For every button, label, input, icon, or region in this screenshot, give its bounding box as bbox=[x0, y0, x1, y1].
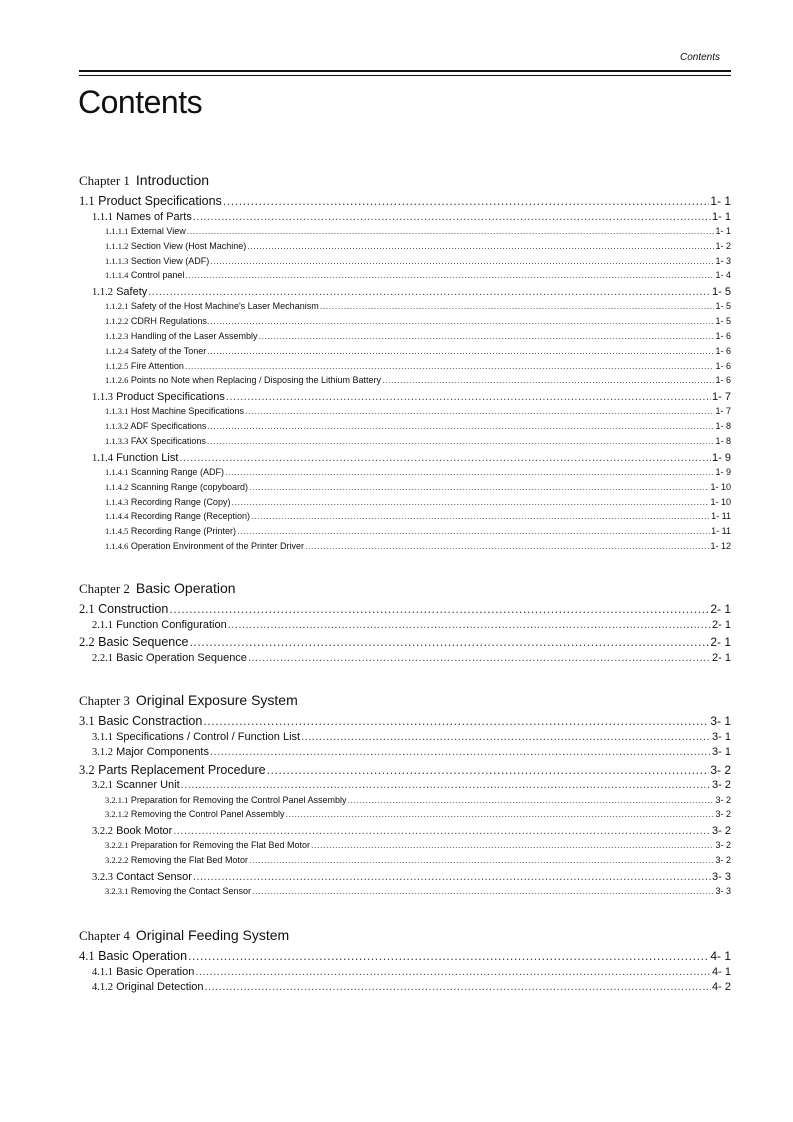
toc-entry-label: Specifications / Control / Function List bbox=[116, 730, 301, 743]
toc-entry-label: Function List bbox=[116, 451, 179, 464]
chapter-heading bbox=[79, 172, 209, 189]
toc-entry-title bbox=[92, 652, 247, 664]
leader-dots bbox=[382, 375, 714, 385]
chapter-title: Basic Operation bbox=[135, 580, 236, 596]
toc-entry[interactable] bbox=[79, 482, 731, 492]
toc-entry-title bbox=[79, 714, 202, 729]
toc-entry-number: 2.2 bbox=[79, 635, 95, 649]
toc-entry-number: 1.1.1.1 bbox=[105, 226, 129, 236]
toc-entry-label: Scanning Range (ADF) bbox=[130, 467, 224, 477]
toc-entry-page: 1- 6 bbox=[715, 360, 731, 371]
toc-entry-title bbox=[79, 949, 187, 964]
toc-entry-number: 1.1.1.3 bbox=[105, 255, 129, 266]
toc-entry-title bbox=[105, 226, 186, 236]
toc-entry-label: Points no Note when Replacing / Disposing the Lithium Battery bbox=[130, 375, 382, 386]
toc-entry-number: 1.1.3.3 bbox=[105, 436, 129, 446]
toc-entry[interactable] bbox=[79, 421, 731, 431]
toc-entry-number: 1.1.1.4 bbox=[105, 270, 129, 281]
toc-entry-number: 1.1.4.6 bbox=[105, 541, 129, 551]
leader-dots bbox=[181, 779, 711, 791]
toc-entry-number: 1.1.2.2 bbox=[105, 316, 129, 327]
toc-entry[interactable] bbox=[79, 511, 731, 521]
toc-entry[interactable] bbox=[79, 795, 731, 805]
toc-entry-page: 2- 1 bbox=[710, 635, 731, 649]
toc-entry-number: 1.1.4.3 bbox=[105, 496, 129, 507]
leader-dots bbox=[267, 763, 710, 777]
toc-entry-title bbox=[105, 375, 381, 385]
toc-entry-number: 2.2.1 bbox=[92, 652, 113, 664]
toc-entry[interactable] bbox=[79, 619, 731, 631]
toc-entry[interactable] bbox=[79, 241, 731, 251]
leader-dots bbox=[348, 795, 715, 805]
leader-dots bbox=[258, 331, 714, 341]
toc-entry[interactable] bbox=[79, 211, 731, 223]
leader-dots bbox=[185, 270, 714, 280]
toc-entry-number: 3.2.2.2 bbox=[105, 855, 129, 866]
toc-entry-page: 1- 10 bbox=[710, 496, 731, 507]
toc-entry-label: CDRH Regulations. bbox=[130, 316, 210, 327]
chapter-heading bbox=[79, 927, 289, 944]
toc-entry-page: 4- 1 bbox=[712, 965, 731, 978]
toc-entry[interactable] bbox=[79, 981, 731, 993]
toc-entry-label: Operation Environment of the Printer Driver bbox=[130, 541, 304, 551]
toc-entry-page: 1- 8 bbox=[715, 436, 731, 446]
toc-entry-title bbox=[105, 361, 184, 371]
toc-entry-number: 3.2.1.2 bbox=[105, 809, 129, 820]
toc-entry-number: 2.1 bbox=[79, 602, 95, 616]
toc-entry-number: 4.1.2 bbox=[92, 982, 113, 993]
toc-entry-page: 1- 4 bbox=[715, 270, 731, 281]
toc-entry-title bbox=[105, 497, 230, 507]
toc-entry-label: Removing the Contact Sensor bbox=[130, 886, 251, 897]
toc-entry-page: 1- 11 bbox=[711, 511, 731, 522]
toc-entry-title bbox=[79, 635, 188, 650]
toc-entry-page: 1- 2 bbox=[715, 240, 731, 251]
toc-entry-label: Removing the Flat Bed Motor bbox=[130, 855, 248, 866]
leader-dots bbox=[251, 511, 710, 521]
toc-entry-label: Basic Sequence bbox=[98, 635, 189, 649]
chapter-number: Chapter 2 bbox=[79, 581, 130, 596]
toc-entry-label: Host Machine Specifications bbox=[130, 406, 244, 417]
toc-entry-label: Original Detection bbox=[116, 981, 204, 993]
leader-dots bbox=[207, 421, 714, 431]
toc-entry-label: Basic Operation bbox=[116, 965, 195, 978]
toc-entry[interactable] bbox=[79, 602, 731, 617]
leader-dots bbox=[189, 635, 709, 649]
header-rule-thin bbox=[79, 75, 731, 76]
toc-entry[interactable] bbox=[79, 375, 731, 385]
toc-entry-page: 3- 1 bbox=[710, 714, 731, 728]
toc-entry-label: Basic Constraction bbox=[98, 714, 203, 728]
toc-entry-title bbox=[105, 406, 244, 416]
chapter-heading bbox=[79, 580, 236, 597]
toc-entry-number: 3.1.2 bbox=[92, 747, 113, 758]
toc-entry[interactable] bbox=[79, 949, 731, 964]
toc-entry[interactable] bbox=[79, 635, 731, 650]
leader-dots bbox=[225, 467, 715, 477]
toc-entry-number: 3.2.1 bbox=[92, 780, 113, 791]
toc-entry-number: 3.1.1 bbox=[92, 731, 113, 743]
leader-dots bbox=[193, 871, 711, 883]
toc-entry-page: 1- 3 bbox=[715, 255, 731, 266]
toc-entry-number: 1.1.3 bbox=[92, 391, 113, 403]
leader-dots bbox=[193, 211, 711, 223]
toc-entry-label: Control panel bbox=[130, 270, 185, 281]
toc-entry[interactable] bbox=[79, 301, 731, 311]
toc-entry-label: Recording Range (Copy) bbox=[130, 496, 231, 507]
toc-entry-page: 4- 2 bbox=[712, 981, 731, 993]
toc-entry-number: 1.1.3.2 bbox=[105, 421, 129, 432]
toc-entry[interactable] bbox=[79, 226, 731, 236]
toc-entry-number: 1.1.2.5 bbox=[105, 360, 129, 371]
toc-entry-page: 1- 5 bbox=[712, 285, 731, 298]
toc-entry-number: 4.1.1 bbox=[92, 966, 113, 978]
chapter-title: Introduction bbox=[135, 172, 210, 188]
leader-dots bbox=[237, 526, 710, 536]
toc-entry-title bbox=[92, 966, 194, 978]
chapter-title: Original Feeding System bbox=[135, 927, 290, 943]
toc-entry-label: Product Specifications bbox=[98, 194, 222, 208]
toc-entry[interactable] bbox=[79, 286, 731, 298]
toc-entry-page: 3- 2 bbox=[715, 840, 731, 851]
toc-entry[interactable] bbox=[79, 966, 731, 978]
toc-entry-label: Scanning Range (copyboard) bbox=[130, 481, 248, 492]
toc-entry-title bbox=[92, 286, 147, 298]
toc-entry[interactable] bbox=[79, 526, 731, 536]
toc-entry[interactable] bbox=[79, 406, 731, 416]
toc-entry-page: 3- 1 bbox=[712, 730, 731, 743]
toc-entry[interactable] bbox=[79, 346, 731, 356]
toc-entry-number: 3.2.3.1 bbox=[105, 886, 129, 897]
toc-entry-title bbox=[105, 346, 206, 356]
running-header: Contents bbox=[679, 52, 720, 63]
leader-dots bbox=[226, 391, 711, 403]
toc-entry[interactable] bbox=[79, 871, 731, 883]
toc-entry[interactable] bbox=[79, 391, 731, 403]
toc-entry-title bbox=[79, 194, 222, 209]
toc-entry-title bbox=[92, 779, 180, 791]
chapter-number: Chapter 3 bbox=[79, 693, 130, 708]
toc-entry-label: External View bbox=[130, 226, 186, 236]
toc-entry[interactable] bbox=[79, 497, 731, 507]
toc-entry-title bbox=[105, 541, 304, 551]
toc-entry-number: 1.1.4 bbox=[92, 452, 113, 464]
toc-entry[interactable] bbox=[79, 316, 731, 326]
leader-dots bbox=[247, 241, 714, 251]
chapter-title: Original Exposure System bbox=[135, 692, 298, 708]
header-rule-thick bbox=[79, 70, 731, 72]
toc-entry-title bbox=[92, 871, 192, 883]
toc-entry-title bbox=[105, 316, 209, 326]
toc-entry-page: 1- 5 bbox=[715, 316, 731, 327]
toc-entry[interactable] bbox=[79, 809, 731, 819]
toc-entry-page: 3- 2 bbox=[715, 794, 731, 805]
toc-entry-page: 2- 1 bbox=[712, 618, 731, 631]
toc-entry-page: 1- 9 bbox=[712, 451, 731, 464]
toc-entry-number: 1.1.2.6 bbox=[105, 375, 129, 386]
toc-entry-label: Book Motor bbox=[116, 824, 173, 837]
toc-entry-number: 3.2.1.1 bbox=[105, 794, 129, 805]
toc-entry-title bbox=[92, 731, 300, 743]
toc-entry-page: 1- 10 bbox=[710, 481, 731, 492]
toc-entry-page: 1- 9 bbox=[715, 467, 731, 477]
toc-entry-page: 3- 2 bbox=[712, 824, 731, 837]
toc-entry-label: Recording Range (Printer) bbox=[130, 526, 236, 537]
toc-entry[interactable] bbox=[79, 331, 731, 341]
toc-entry-page: 1- 6 bbox=[715, 331, 731, 341]
toc-entry[interactable] bbox=[79, 731, 731, 743]
toc-entry[interactable] bbox=[79, 452, 731, 464]
toc-entry[interactable] bbox=[79, 361, 731, 371]
toc-entry-number: 3.2.3 bbox=[92, 871, 113, 883]
toc-entry-title bbox=[105, 526, 236, 536]
leader-dots bbox=[169, 602, 709, 616]
leader-dots bbox=[173, 825, 711, 837]
toc-entry-title bbox=[105, 482, 248, 492]
toc-entry-page: 3- 2 bbox=[712, 779, 731, 791]
toc-entry-title bbox=[105, 270, 184, 280]
toc-entry-page: 1- 1 bbox=[715, 226, 731, 236]
toc-entry-page: 1- 7 bbox=[712, 390, 731, 403]
toc-entry-number: 2.1.1 bbox=[92, 619, 113, 631]
toc-entry-label: Removing the Control Panel Assembly bbox=[130, 809, 285, 820]
toc-entry-label: Scanner Unit bbox=[116, 779, 180, 791]
toc-entry-title bbox=[105, 331, 257, 341]
leader-dots bbox=[207, 346, 714, 356]
leader-dots bbox=[245, 406, 715, 416]
toc-entry-title bbox=[79, 602, 168, 617]
toc-entry-label: FAX Specifications bbox=[130, 436, 206, 446]
toc-entry-page: 3- 3 bbox=[715, 886, 731, 897]
toc-entry[interactable] bbox=[79, 840, 731, 850]
toc-entry-number: 1.1.4.5 bbox=[105, 526, 129, 537]
toc-entry-title bbox=[92, 619, 227, 631]
toc-entry-title bbox=[92, 211, 192, 223]
toc-entry-page: 1- 1 bbox=[710, 194, 731, 208]
leader-dots bbox=[305, 541, 710, 551]
leader-dots bbox=[249, 855, 715, 865]
leader-dots bbox=[252, 886, 715, 896]
toc-entry-label: Preparation for Removing the Flat Bed Motor bbox=[130, 840, 310, 851]
toc-entry[interactable] bbox=[79, 746, 731, 758]
toc-entry-label: Major Components bbox=[116, 746, 209, 758]
toc-entry-label: Recording Range (Reception) bbox=[130, 511, 250, 522]
toc-entry-page: 3- 1 bbox=[712, 746, 731, 758]
toc-entry[interactable] bbox=[79, 763, 731, 778]
toc-entry-page: 1- 7 bbox=[715, 406, 731, 417]
toc-entry-label: Safety of the Toner bbox=[130, 345, 207, 356]
toc-entry-title bbox=[105, 241, 246, 251]
page-title: Contents bbox=[78, 84, 203, 120]
toc-entry-page: 1- 6 bbox=[715, 345, 731, 356]
toc-entry[interactable] bbox=[79, 714, 731, 729]
toc-entry-page: 3- 3 bbox=[712, 870, 731, 883]
toc-entry-page: 1- 8 bbox=[715, 421, 731, 432]
toc-entry-title bbox=[105, 436, 206, 446]
toc-entry-title bbox=[92, 825, 172, 837]
toc-entry[interactable] bbox=[79, 652, 731, 664]
toc-entry-number: 1.1.1 bbox=[92, 211, 113, 223]
toc-entry[interactable] bbox=[79, 825, 731, 837]
toc-entry-title bbox=[92, 452, 178, 464]
leader-dots bbox=[248, 652, 711, 664]
toc-entry-page: 2- 1 bbox=[712, 651, 731, 664]
toc-entry-number: 1.1.3.1 bbox=[105, 406, 129, 417]
leader-dots bbox=[301, 731, 711, 743]
toc-entry-number: 3.2.2.1 bbox=[105, 840, 129, 851]
toc-entry-title bbox=[92, 746, 209, 758]
toc-entry-number: 1.1.2 bbox=[92, 286, 113, 298]
leader-dots bbox=[231, 497, 709, 507]
leader-dots bbox=[179, 452, 711, 464]
leader-dots bbox=[148, 286, 711, 298]
toc-entry[interactable] bbox=[79, 779, 731, 791]
toc-entry-page: 1- 12 bbox=[710, 541, 731, 551]
chapter-number: Chapter 4 bbox=[79, 928, 130, 943]
toc-entry-label: Handling of the Laser Assembly bbox=[130, 331, 258, 341]
toc-entry-page: 4- 1 bbox=[710, 949, 731, 963]
toc-entry-title bbox=[105, 467, 224, 477]
leader-dots bbox=[311, 840, 715, 850]
toc-entry-page: 1- 11 bbox=[711, 526, 731, 537]
leader-dots bbox=[210, 316, 714, 326]
leader-dots bbox=[210, 746, 711, 758]
toc-entry-title bbox=[105, 809, 284, 819]
toc-entry-number: 3.2.2 bbox=[92, 825, 113, 837]
toc-entry-label: Construction bbox=[98, 602, 169, 616]
toc-entry-title bbox=[105, 256, 209, 266]
toc-entry-number: 3.2 bbox=[79, 762, 95, 777]
leader-dots bbox=[188, 949, 709, 963]
toc-entry-page: 3- 2 bbox=[715, 809, 731, 820]
leader-dots bbox=[207, 436, 715, 446]
toc-entry-number: 1.1.4.4 bbox=[105, 511, 129, 522]
toc-entry[interactable] bbox=[79, 855, 731, 865]
toc-entry-title bbox=[105, 840, 310, 850]
toc-entry-number: 1.1.4.2 bbox=[105, 481, 129, 492]
toc-entry-page: 3- 2 bbox=[710, 762, 731, 777]
toc-entry-title bbox=[79, 763, 266, 778]
toc-entry-number: 1.1 bbox=[79, 194, 95, 208]
toc-entry-title bbox=[105, 886, 251, 896]
toc-entry[interactable] bbox=[79, 541, 731, 551]
leader-dots bbox=[249, 482, 710, 492]
leader-dots bbox=[210, 256, 714, 266]
leader-dots bbox=[223, 194, 710, 208]
leader-dots bbox=[228, 619, 711, 631]
toc-entry-number: 1.1.2.4 bbox=[105, 345, 129, 356]
toc-entry-label: Safety bbox=[116, 285, 148, 298]
toc-entry-label: Names of Parts bbox=[116, 210, 192, 223]
chapter-number: Chapter 1 bbox=[79, 173, 130, 188]
leader-dots bbox=[285, 809, 714, 819]
toc-entry-label: Basic Operation bbox=[98, 949, 188, 963]
toc-entry[interactable] bbox=[79, 256, 731, 266]
toc-entry-title bbox=[105, 855, 248, 865]
toc-entry-number: 1.1.2.3 bbox=[105, 331, 129, 341]
toc-entry-label: Section View (ADF) bbox=[130, 255, 210, 266]
toc-entry[interactable] bbox=[79, 436, 731, 446]
leader-dots bbox=[187, 226, 715, 236]
toc-entry-label: Safety of the Host Machine's Laser Mechanism bbox=[130, 301, 319, 312]
leader-dots bbox=[195, 966, 711, 978]
leader-dots bbox=[185, 361, 715, 371]
toc-entry[interactable] bbox=[79, 886, 731, 896]
toc-entry-page: 3- 2 bbox=[715, 855, 731, 866]
toc-entry-label: Preparation for Removing the Control Panel Assembly bbox=[130, 794, 347, 805]
toc-entry-label: Basic Operation Sequence bbox=[116, 651, 247, 664]
toc-entry-title bbox=[105, 511, 250, 521]
toc-entry-title bbox=[105, 301, 319, 311]
toc-entry-label: Product Specifications bbox=[116, 390, 225, 403]
toc-entry-number: 3.1 bbox=[79, 714, 95, 728]
toc-entry-title bbox=[105, 421, 206, 431]
toc-entry-title bbox=[105, 795, 347, 805]
toc-entry[interactable] bbox=[79, 467, 731, 477]
leader-dots bbox=[205, 981, 712, 993]
toc-entry-label: Fire Attention bbox=[130, 360, 184, 371]
toc-entry-label: Section View (Host Machine) bbox=[130, 240, 247, 251]
toc-entry-page: 1- 5 bbox=[715, 301, 731, 312]
toc-entry-label: Contact Sensor bbox=[116, 870, 192, 883]
toc-entry-page: 1- 1 bbox=[712, 210, 731, 223]
toc-entry-title bbox=[92, 391, 225, 403]
toc-entry-number: 1.1.4.1 bbox=[105, 467, 129, 477]
chapter-heading bbox=[79, 692, 298, 709]
toc-entry-number: 4.1 bbox=[79, 949, 95, 963]
leader-dots bbox=[203, 714, 709, 728]
toc-entry-title bbox=[92, 981, 204, 993]
toc-entry-page: 1- 6 bbox=[715, 375, 731, 386]
toc-entry-label: Function Configuration bbox=[116, 618, 227, 631]
toc-entry[interactable] bbox=[79, 270, 731, 280]
toc-entry-label: Parts Replacement Procedure bbox=[98, 762, 266, 777]
toc-entry-page: 2- 1 bbox=[710, 602, 731, 616]
toc-entry-number: 1.1.2.1 bbox=[105, 301, 129, 312]
toc-entry-number: 1.1.1.2 bbox=[105, 240, 129, 251]
toc-entry-label: ADF Specifications bbox=[130, 421, 207, 432]
toc-entry[interactable] bbox=[79, 194, 731, 209]
leader-dots bbox=[320, 301, 715, 311]
